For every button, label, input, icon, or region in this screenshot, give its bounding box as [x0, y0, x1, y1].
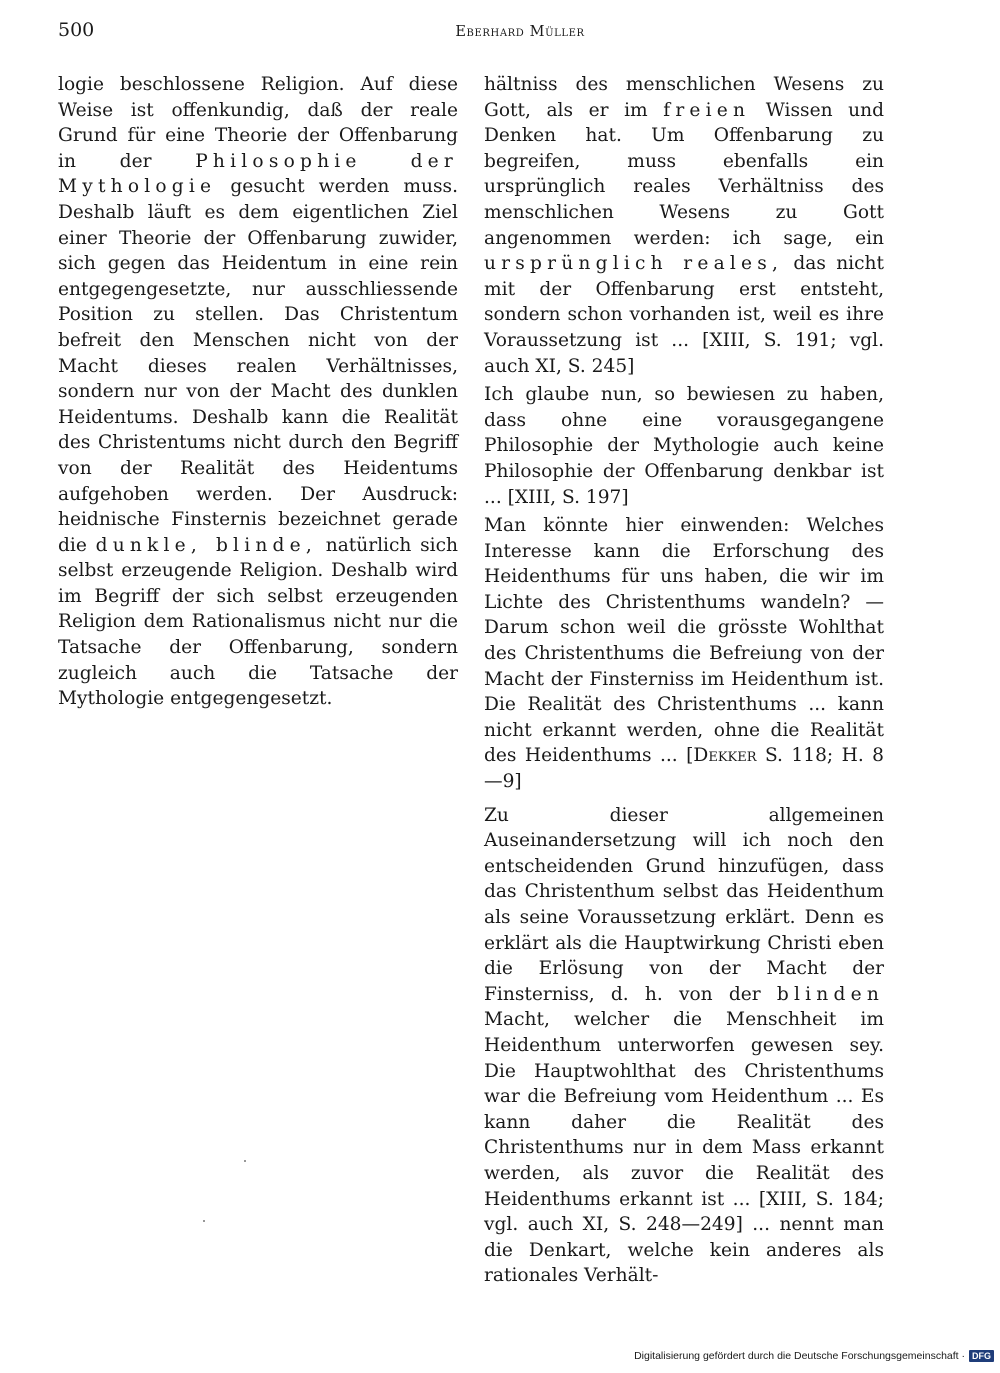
footer-text: Digitalisierung gefördert durch die Deutsche Forschungsgemeinschaft · — [634, 1350, 965, 1362]
text-span: hältniss des menschlichen Wesens zu Gott, als er im — [484, 74, 884, 121]
emphasis-spaced: Philosophie der Mythologie — [58, 150, 458, 198]
author-smallcaps: Dekker — [693, 745, 757, 767]
right-paragraph-2: Ich glaube nun, so bewiesen zu haben, dass ohne eine vorausgegangene Philosophie der Mythologie auch keine Philosophie der Offenbarung denkbar ist ... [XIII, S. 197] — [484, 384, 884, 508]
text-span: das nicht mit der Offenbarung erst entsteht, sondern schon vorhanden ist, weil es ihre Voraussetzung ist ... [XIII, S. 191; vgl. auch XI, S. 245] — [484, 253, 884, 377]
right-paragraph-3 — [484, 513, 884, 795]
dfg-logo: DFG — [969, 1350, 994, 1362]
right-paragraph-4 — [484, 803, 884, 1289]
left-column — [58, 72, 458, 712]
text-span: S. 118; H. 8—9] — [484, 745, 885, 793]
text-span: Macht, welcher die Menschheit im Heidenthum unterworfen gewesen sey. Die Hauptwohlthat des Christenthums war die Befreiung vom Heidenthum ... Es kann daher die Realität des Christenthums nur in dem Mass erkannt werden, als zuvor die Realität des Heidenthums erkannt ist ... [XIII, S. 184; vgl. auch XI, S. 248—249] ... nennt man die Denkart, welche kein anderes als rationales Verhält- — [484, 1009, 884, 1287]
emphasis-spaced: ursprünglich reales, — [484, 253, 784, 275]
page-number: 500 — [58, 19, 95, 41]
text-span: logie beschlossene Religion. Auf diese Weise ist offenkundig, daß der reale Grund für eine Theorie der Offenbarung in der — [58, 74, 458, 172]
text-span: Wissen und Denken hat. Um Offenbarung zu begreifen, muss ebenfalls ein ursprünglich reales Verhältniss des menschlichen Wesens zu Gott angenommen werden: ich sage, ein — [484, 99, 884, 249]
left-paragraph-1 — [58, 72, 458, 712]
footer — [634, 1349, 994, 1363]
emphasis-spaced: freien — [663, 99, 751, 121]
emphasis-spaced: dunkle, blinde, — [95, 534, 317, 556]
text-span: Zu dieser allgemeinen Auseinandersetzung will ich noch den entscheidenden Grund hinzufügen, dass das Christenthum selbst das Heidenthum als seine Voraussetzung erklärt. Denn es erklärt als die Hauptwirkung Christi eben die Erlösung von der Macht der Finsterniss, d. h. von der — [484, 804, 884, 1005]
right-column — [484, 72, 884, 1289]
right-paragraph-1 — [484, 72, 884, 379]
emphasis-spaced: blinden — [776, 983, 884, 1005]
running-head: Eberhard Müller — [455, 24, 585, 40]
text-span: natürlich sich selbst erzeugende Religion. Deshalb wird im Begriff der sich selbst erzeugenden Religion dem Rationalismus nicht nur die Tatsache der Offenbarung, sondern zugleich auch die Tatsache der Mythologie entgegengesetzt. — [58, 534, 458, 710]
scan-speck — [203, 1220, 205, 1222]
text-span: gesucht werden muss. Deshalb läuft es dem eigentlichen Ziel einer Theorie der Offenbarung zuwider, sich gegen das Heidentum in eine rein entgegengesetzte, nur ausschliessende Position zu stellen. Das Christentum befreit den Menschen nicht von der Macht dieses realen Verhältnisses, sondern nur von der Macht des dunklen Heidentums. Deshalb kann die Realität des Christentums nicht durch den Begriff von der Realität des Heidentums aufgehoben werden. Der Ausdruck: heidnische Finsternis bezeichnet gerade die — [58, 176, 458, 556]
scan-speck — [244, 1160, 246, 1162]
text-span: Man könnte hier einwenden: Welches Interesse kann die Erforschung des Heidenthums für uns haben, die wir im Lichte des Christenthums wandeln? — Darum schon weil die grösste Wohlthat des Christenthums die Befreiung von der Macht der Finsterniss im Heidenthum ist. Die Realität des Christenthums ... kann nicht erkannt werden, ohne die Realität des Heidenthums ... [ — [484, 515, 884, 767]
